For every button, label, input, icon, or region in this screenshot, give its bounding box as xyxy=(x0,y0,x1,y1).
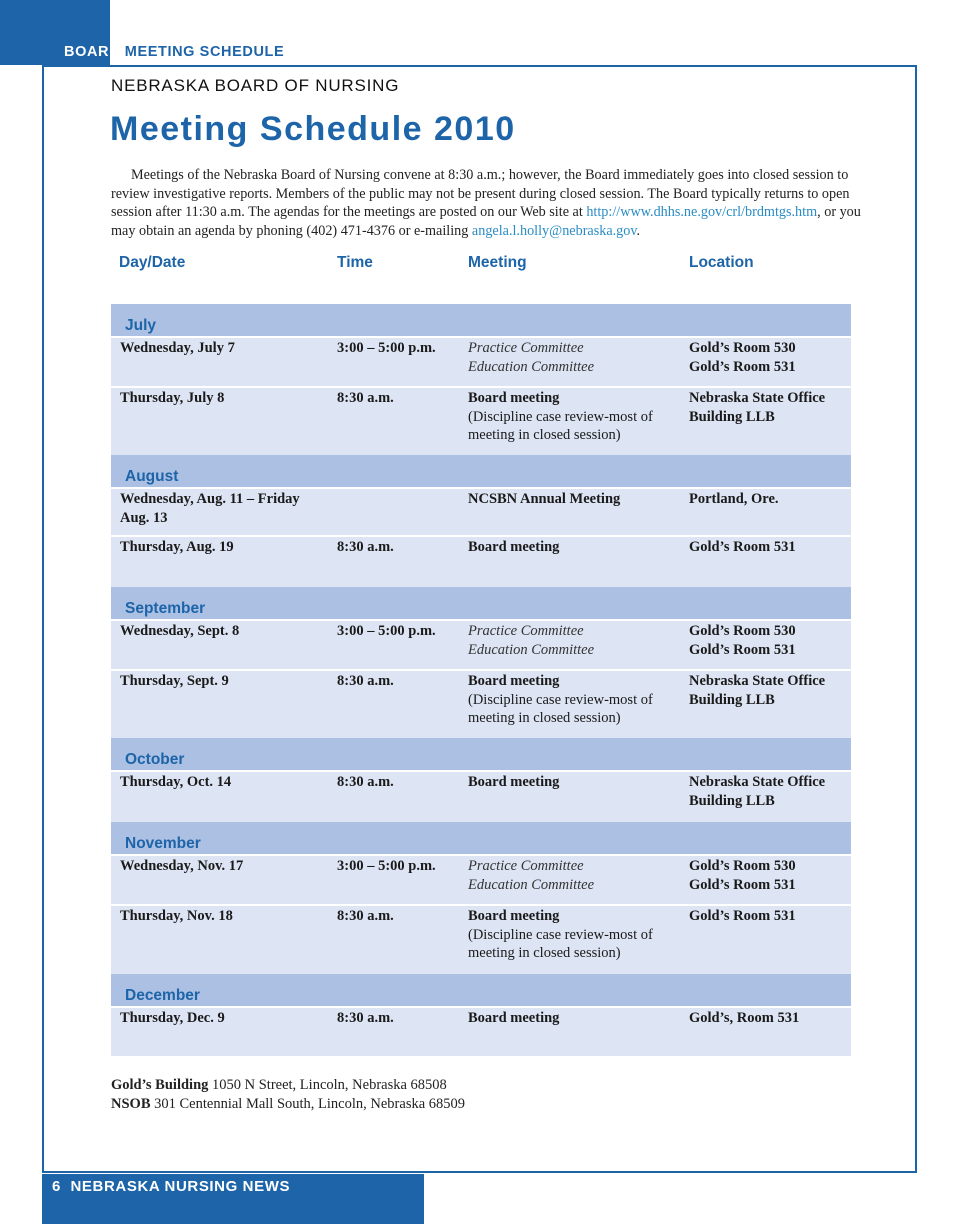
column-header-meeting: Meeting xyxy=(468,254,527,271)
table-row xyxy=(111,386,851,455)
month-label: August xyxy=(125,468,179,485)
table-row xyxy=(111,770,851,822)
row-date: Thursday, Aug. 19 xyxy=(120,539,234,555)
row-location: Gold’s Room 530 Gold’s Room 531 xyxy=(689,623,796,658)
row-time: 8:30 a.m. xyxy=(337,673,394,689)
row-time: 8:30 a.m. xyxy=(337,908,394,924)
row-meeting: Board meeting xyxy=(468,539,560,555)
month-label: November xyxy=(125,835,201,852)
month-label: July xyxy=(125,317,157,334)
month-band-december xyxy=(111,974,851,1006)
row-meeting: Board meeting (Discipline case review-most of meeting in closed session) xyxy=(468,673,653,726)
month-band-september xyxy=(111,587,851,619)
schedule-table xyxy=(111,304,851,1056)
row-date: Wednesday, Sept. 8 xyxy=(120,623,240,639)
row-meeting: Board meeting (Discipline case review-most of meeting in closed session) xyxy=(468,390,653,443)
row-meeting: Board meeting xyxy=(468,1010,560,1026)
publication-name: NEBRASKA NURSING NEWS xyxy=(70,1178,291,1195)
row-time: 3:00 – 5:00 p.m. xyxy=(337,858,436,874)
month-label: December xyxy=(125,987,200,1004)
month-band-july xyxy=(111,304,851,336)
intro-paragraph xyxy=(111,166,883,240)
row-date: Wednesday, Nov. 17 xyxy=(120,858,244,874)
section-label xyxy=(64,44,284,60)
row-location: Gold’s Room 531 xyxy=(689,908,796,924)
intro-text-3: . xyxy=(636,222,641,239)
page-title: Meeting Schedule 2010 xyxy=(110,110,516,148)
table-row xyxy=(111,336,851,386)
row-meeting: Practice Committee Education Committee xyxy=(468,340,595,375)
month-band-october xyxy=(111,738,851,770)
table-row xyxy=(111,904,851,974)
section-label-rest: MEETING SCHEDULE xyxy=(120,44,285,60)
row-time: 3:00 – 5:00 p.m. xyxy=(337,340,436,356)
row-time: 8:30 a.m. xyxy=(337,390,394,406)
month-band-august xyxy=(111,455,851,487)
row-date: Thursday, Dec. 9 xyxy=(120,1010,225,1026)
column-header-time: Time xyxy=(337,254,373,271)
table-row xyxy=(111,669,851,738)
gold-building-note: Gold’s Building 1050 N Street, Lincoln, Nebraska 68508 xyxy=(111,1077,447,1093)
table-row xyxy=(111,535,851,587)
row-location: Nebraska State Office Building LLB xyxy=(689,673,826,708)
column-header-location: Location xyxy=(689,254,754,271)
row-date: Thursday, Sept. 9 xyxy=(120,673,229,689)
row-meeting: Board meeting (Discipline case review-most of meeting in closed session) xyxy=(468,908,653,961)
table-row xyxy=(111,487,851,535)
row-time: 8:30 a.m. xyxy=(337,1010,394,1026)
row-meeting: NCSBN Annual Meeting xyxy=(468,491,621,507)
row-date: Thursday, Nov. 18 xyxy=(120,908,233,924)
row-location: Nebraska State Office Building LLB xyxy=(689,774,826,809)
email-link[interactable]: angela.l.holly@nebraska.gov xyxy=(471,222,637,239)
address-notes xyxy=(111,1076,465,1114)
website-link[interactable]: http://www.dhhs.ne.gov/crl/brdmtgs.htm xyxy=(586,204,818,221)
crop-mark xyxy=(12,0,13,10)
table-row xyxy=(111,854,851,904)
month-label: September xyxy=(125,600,206,617)
row-meeting: Board meeting xyxy=(468,774,560,790)
row-date: Thursday, July 8 xyxy=(120,390,225,406)
row-location: Gold’s, Room 531 xyxy=(689,1010,800,1026)
row-location: Gold’s Room 531 xyxy=(689,539,796,555)
row-time: 8:30 a.m. xyxy=(337,539,394,555)
intro-text-2: , or you may obtain an agenda by phoning (402) 471-4376 or e-mailing xyxy=(111,204,861,239)
row-location: Portland, Ore. xyxy=(689,491,779,507)
row-location: Gold’s Room 530 Gold’s Room 531 xyxy=(689,858,796,893)
table-row xyxy=(111,1006,851,1056)
row-location: Nebraska State Office Building LLB xyxy=(689,390,826,425)
footer xyxy=(52,1178,290,1195)
page-number: 6 xyxy=(52,1178,61,1195)
row-date: Wednesday, Aug. 11 – Friday Aug. 13 xyxy=(120,491,300,526)
row-time: 8:30 a.m. xyxy=(337,774,394,790)
row-meeting: Practice Committee Education Committee xyxy=(468,858,595,893)
row-meeting: Practice Committee Education Committee xyxy=(468,623,595,658)
section-label-board: BOARD xyxy=(64,44,121,60)
intro-text-1: Meetings of the Nebraska Board of Nursing convene at 8:30 a.m.; however, the Board immediately goes into closed session to review investigative reports. Members of the public may not be present during closed session. The Board typically returns to open session after 11:30 a.m. The agendas for the meetings are posted on our Web site at xyxy=(111,167,850,221)
nsob-note: NSOB 301 Centennial Mall South, Lincoln, Nebraska 68509 xyxy=(111,1096,466,1112)
row-time: 3:00 – 5:00 p.m. xyxy=(337,623,436,639)
table-row xyxy=(111,619,851,669)
org-title: NEBRASKA BOARD OF NURSING xyxy=(111,76,400,95)
row-location: Gold’s Room 530 Gold’s Room 531 xyxy=(689,340,796,375)
row-date: Wednesday, July 7 xyxy=(120,340,235,356)
month-label: October xyxy=(125,751,185,768)
month-band-november xyxy=(111,822,851,854)
column-header-date: Day/Date xyxy=(119,254,186,271)
row-date: Thursday, Oct. 14 xyxy=(120,774,232,790)
